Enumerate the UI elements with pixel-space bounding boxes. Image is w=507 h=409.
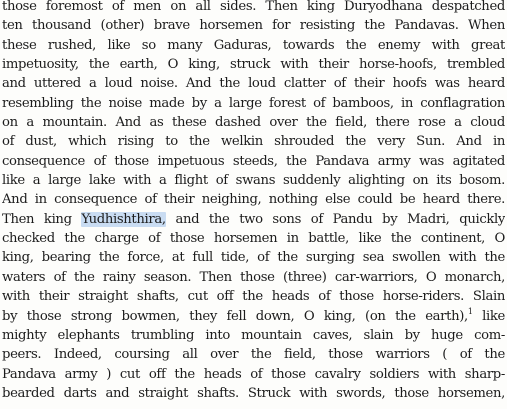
footnote-marker: 1 (467, 306, 473, 316)
text-line (2, 210, 505, 229)
text-line: consequence of those impetuous steeds, the Pandava army was agitated (2, 153, 505, 169)
text-line: checked the charge of those horsemen in battle, like the continent, O (2, 231, 505, 247)
text-line: with their straight shafts, cut off the heads of those horse-riders. Slain (2, 289, 505, 305)
text-line: bearded darts and straight shafts. Struck with swords, those horsemen, (2, 385, 505, 401)
text-segment: like (472, 308, 505, 324)
text-segment: by those strong bowmen, they fell down, O king, (on the earth), (2, 308, 468, 324)
body-text (2, 0, 505, 403)
text-line: Pandava army ) cut off the heads of those cavalry soldiers with sharp- (2, 366, 505, 382)
text-segment: Then king (2, 211, 82, 227)
text-line: peers. Indeed, coursing all over the field, those warriors ( of the (2, 347, 505, 363)
text-line: resembling the noise made by a large forest of bamboos, in conflagration (2, 95, 505, 111)
highlighted-word[interactable]: Yudhishthira, (81, 211, 166, 227)
text-line: and uttered a loud noise. And the loud clatter of their hoofs was heard (2, 76, 505, 92)
text-line: on a mountain. And as these dashed over the field, there rose a cloud (2, 115, 505, 131)
text-line (2, 307, 505, 326)
text-line: impetuosity, the earth, O king, struck with their horse-hoofs, trembled (2, 57, 505, 73)
text-line: ten thousand (other) brave horsemen for resisting the Pandavas. When (2, 18, 505, 34)
text-line: And in consequence of their neighing, nothing else could be heard there. (2, 192, 505, 208)
text-segment: and the two sons of Pandu by Madri, quickly (165, 211, 505, 227)
text-line: waters of the rainy season. Then those (three) car-warriors, O monarch, (2, 269, 505, 285)
text-line: these rushed, like so many Gaduras, towards the enemy with great (2, 37, 505, 53)
text-line: those foremost of men on all sides. Then king Duryodhana despatched (2, 0, 505, 14)
text-line: like a large lake with a flight of swans suddenly alighting on its bosom. (2, 173, 505, 189)
text-line: king, bearing the force, at full tide, of the surging sea swollen with the (2, 250, 505, 266)
text-line: mighty elephants trumbling into mountain caves, slain by huge com- (2, 327, 505, 343)
text-line: of dust, which rising to the welkin shrouded the very Sun. And in (2, 134, 505, 150)
